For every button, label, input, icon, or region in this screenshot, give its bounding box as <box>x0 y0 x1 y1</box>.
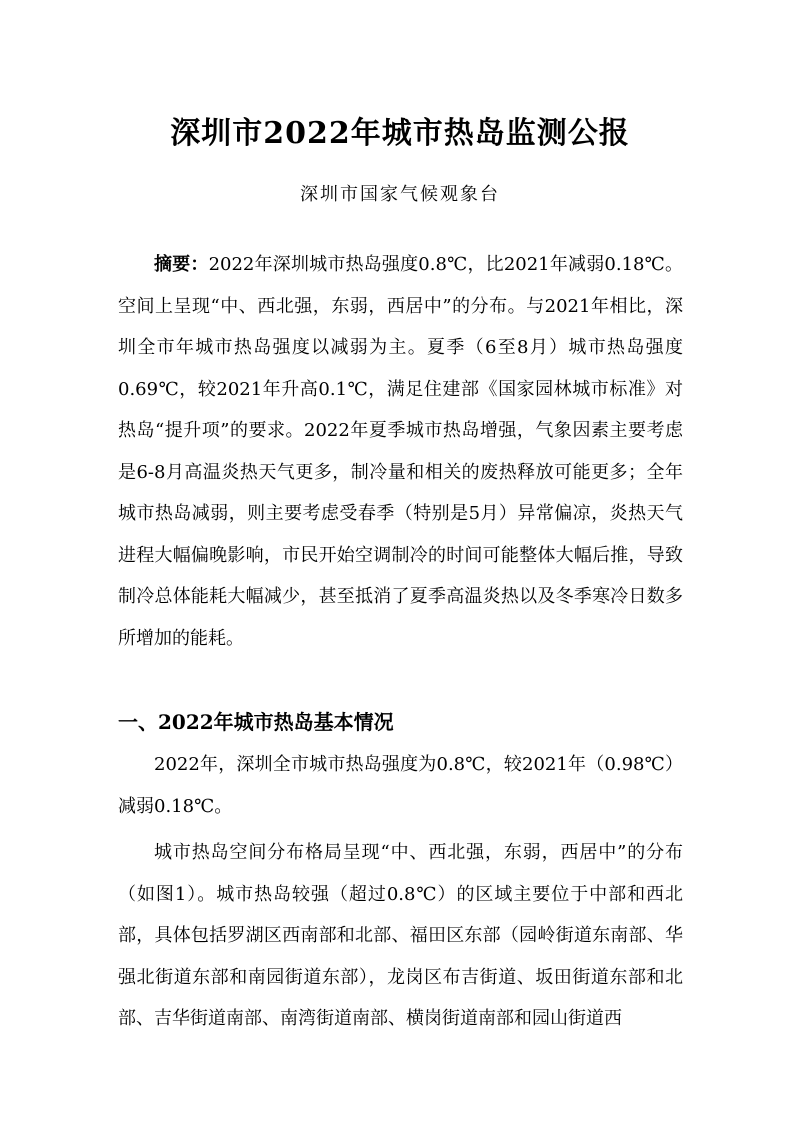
document-author: 深圳市国家气候观象台 <box>300 184 500 205</box>
section-heading: 一、2022年城市热岛基本情况 <box>118 710 394 734</box>
abstract-text: 2022年深圳城市热岛强度0.8℃，比2021年减弱0.18℃。空间上呈现“中、西北强，东弱，西居中”的分布。与2021年相比，深圳全市年城市热岛强度以减弱为主。夏季（6至8月）城市热岛强度0.69℃，较2021年升高0.1℃，满足住建部《国家园林城市标准》对热岛“提升项”的要求。2022年夏季城市热岛增强，气象因素主要考虑是6-8月高温炎热天气更多，制冷量和相关的废热释放可能更多；全年城市热岛减弱，则主要考虑受春季（特别是5月）异常偏凉，炎热天气进程大幅偏晚影响，市民开始空调制冷的时间可能整体大幅后推，导致制冷总体能耗大幅减少，甚至抵消了夏季高温炎热以及冬季寒冷日数多所增加的能耗。 <box>118 254 684 649</box>
abstract-label: 摘要： <box>154 254 209 275</box>
body-paragraph: 2022年，深圳全市城市热岛强度为0.8℃，较2021年（0.98℃）减弱0.18℃。 <box>118 754 683 817</box>
abstract-paragraph <box>118 244 683 659</box>
body-paragraph: 城市热岛空间分布格局呈现“中、西北强，东弱，西居中”的分布（如图1）。城市热岛较强（超过0.8℃）的区域主要位于中部和西北部，具体包括罗湖区西南部和北部、福田区东部（园岭街道东南部、华强北街道东部和南园街道东部），龙岗区布吉街道、坂田街道东部和北部、吉华街道南部、南湾街道南部、横岗街道南部和园山街道西 <box>118 842 683 1029</box>
document-title: 深圳市2022年城市热岛监测公报 <box>170 116 630 151</box>
